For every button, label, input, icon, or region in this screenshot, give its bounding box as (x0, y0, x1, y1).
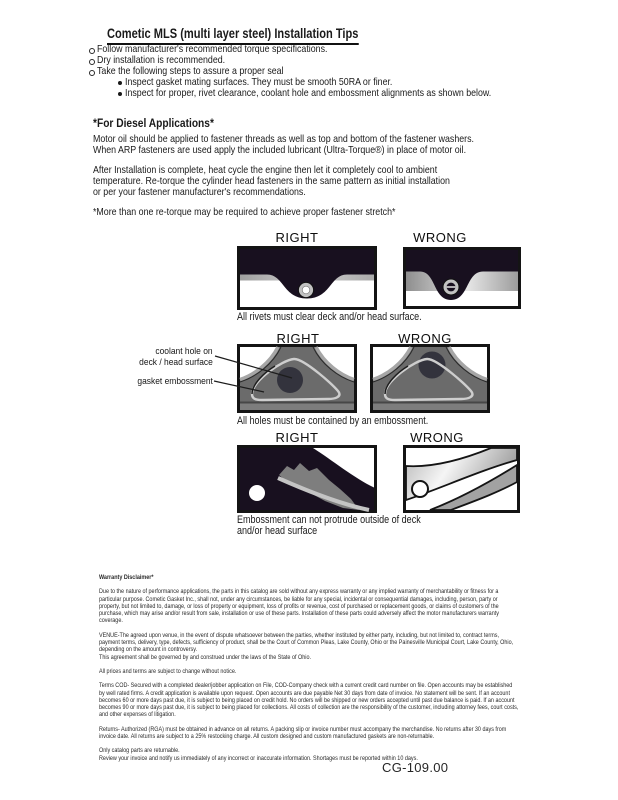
sub-bullet-marker (118, 92, 122, 96)
fig2-caption: All holes must be contained by an embossment. (237, 415, 429, 427)
fig1-right-label: RIGHT (275, 230, 319, 245)
fig2-callout-coolant-hole: coolant hole on deck / head surface (139, 345, 213, 367)
legal-paragraph: Due to the nature of performance applications, the parts in this catalog are sold without any express warranty or any implied warranty of merchantability or fitness for a particular purpose. Cometic Gasket Inc., shall not, under any circumstances, be liable for any special, incidental or consequential damages, including, person, party or property, but not limited to, damage, or loss of property or equipment, loss of profits or revenue, cost of purchased or replacement goods, or claims of customers of the purchase, which may arise and/or result from sale, installation or use of these parts. Installation of these parts could adversely affect the motor manufacturers warranty coverage. (99, 588, 499, 625)
diesel-paragraph-line: After Installation is complete, heat cycle the engine then let it completely cool to ambient (93, 165, 438, 176)
retorque-note: *More than one re-torque may be required to achieve proper fastener stretch* (93, 207, 396, 218)
fig1-wrong-diagram (403, 247, 521, 309)
bullet-item: Follow manufacturer's recommended torque specifications. (97, 44, 328, 55)
fig3-wrong-label: WRONG (410, 430, 464, 445)
page-number: CG-109.00 (382, 760, 449, 775)
legal-paragraph: All prices and terms are subject to change without notice. (99, 667, 237, 675)
bullet-marker (89, 70, 95, 76)
sub-bullet-marker (118, 81, 122, 85)
fig1-caption: All rivets must clear deck and/or head surface. (237, 311, 422, 323)
bullet-marker (89, 59, 95, 65)
bullet-marker (89, 48, 95, 54)
legal-paragraph: VENUE-The agreed upon venue, in the event of dispute whatsoever between the parties, whether instituted by either party, including, but not limited to, contract terms, payment terms, delivery, type, defects, sufficiency of product, shall be the Court of Common Pleas, Lake County, Ohio or the Painesville Municipal Court, Lake County, Ohio, depending on the amount in controversy. (99, 631, 514, 654)
legal-disclaimer (99, 574, 593, 762)
fig3-right-diagram (237, 445, 377, 513)
bullet-item: Dry installation is recommended. (97, 55, 226, 66)
diesel-paragraph-line: When ARP fasteners are used apply the included lubricant (Ultra-Torque®) in place of motor oil. (93, 145, 467, 156)
diesel-paragraph-line: temperature. Re-torque the cylinder head fasteners in the same pattern as initial installation (93, 176, 450, 187)
legal-paragraph: Terms COD- Secured with a completed dealer/jobber application on File, COD-Company check with a current credit card number on file. Open accounts may be established by well rated firms. A credit application is available upon request. Open accounts are due payable Net 30 days from date of invoice. No statement will be sent. If an account becomes 60 or more days past due, it is subject to being placed on credit hold. No orders will be shipped or new orders accepted until past due balance is paid. If an account becomes 90 or more days past due, it is subject to being placed for collections. All costs of collection are the responsibility of the customer, including attorney fees, court costs, and other expenses of litigation. (99, 682, 519, 719)
legal-paragraph: Returns- Authorized (RGA) must be obtained in advance on all returns. A packing slip or invoice number must accompany the merchandise. No returns after 30 days from invoice date. All returns are subject to a 25% restocking charge. All custom designed and custom manufactured gaskets are non-returnable. (99, 725, 507, 741)
page-title (107, 26, 414, 45)
fig2-right-diagram (237, 344, 357, 413)
fig2-right-label: RIGHT (276, 331, 320, 346)
fig1-right-diagram (237, 246, 377, 310)
sub-bullet-item: Inspect for proper, rivet clearance, coolant hole and embossment alignments as shown below. (125, 88, 492, 99)
fig2-wrong-diagram (370, 344, 490, 413)
legal-paragraph: Only catalog parts are returnable. (99, 747, 180, 755)
legal-paragraph: This agreement shall be governed by and construed under the laws of the State of Ohio. (99, 653, 311, 661)
diesel-heading: *For Diesel Applications* (93, 116, 214, 130)
fig3-caption-line1: Embossment can not protrude outside of deck (237, 514, 421, 526)
legal-paragraph: Review your invoice and notify us immediately of any incorrect or inaccurate information. Shortages must be reported within 10 days. (99, 754, 418, 762)
diesel-paragraph-line: or per your fastener manufacturer's recommendations. (93, 187, 306, 198)
bullet-item: Take the following steps to assure a proper seal (97, 66, 284, 77)
fig1-wrong-label: WRONG (413, 230, 467, 245)
sub-bullet-item: Inspect gasket mating surfaces. They must be smooth 50RA or finer. (125, 77, 393, 88)
diesel-paragraph-line: Motor oil should be applied to fastener threads as well as top and bottom of the fastener washers. (93, 134, 474, 145)
fig3-wrong-diagram (403, 445, 520, 513)
fig3-caption-line2: and/or head surface (237, 525, 318, 537)
page-title-text: Cometic MLS (multi layer steel) Installation Tips (107, 26, 358, 45)
legal-heading: Warranty Disclaimer* (99, 574, 154, 581)
fig3-right-label: RIGHT (275, 430, 319, 445)
fig2-callout-gasket-embossment: gasket embossment (137, 375, 213, 386)
fig2-wrong-label: WRONG (398, 331, 452, 346)
